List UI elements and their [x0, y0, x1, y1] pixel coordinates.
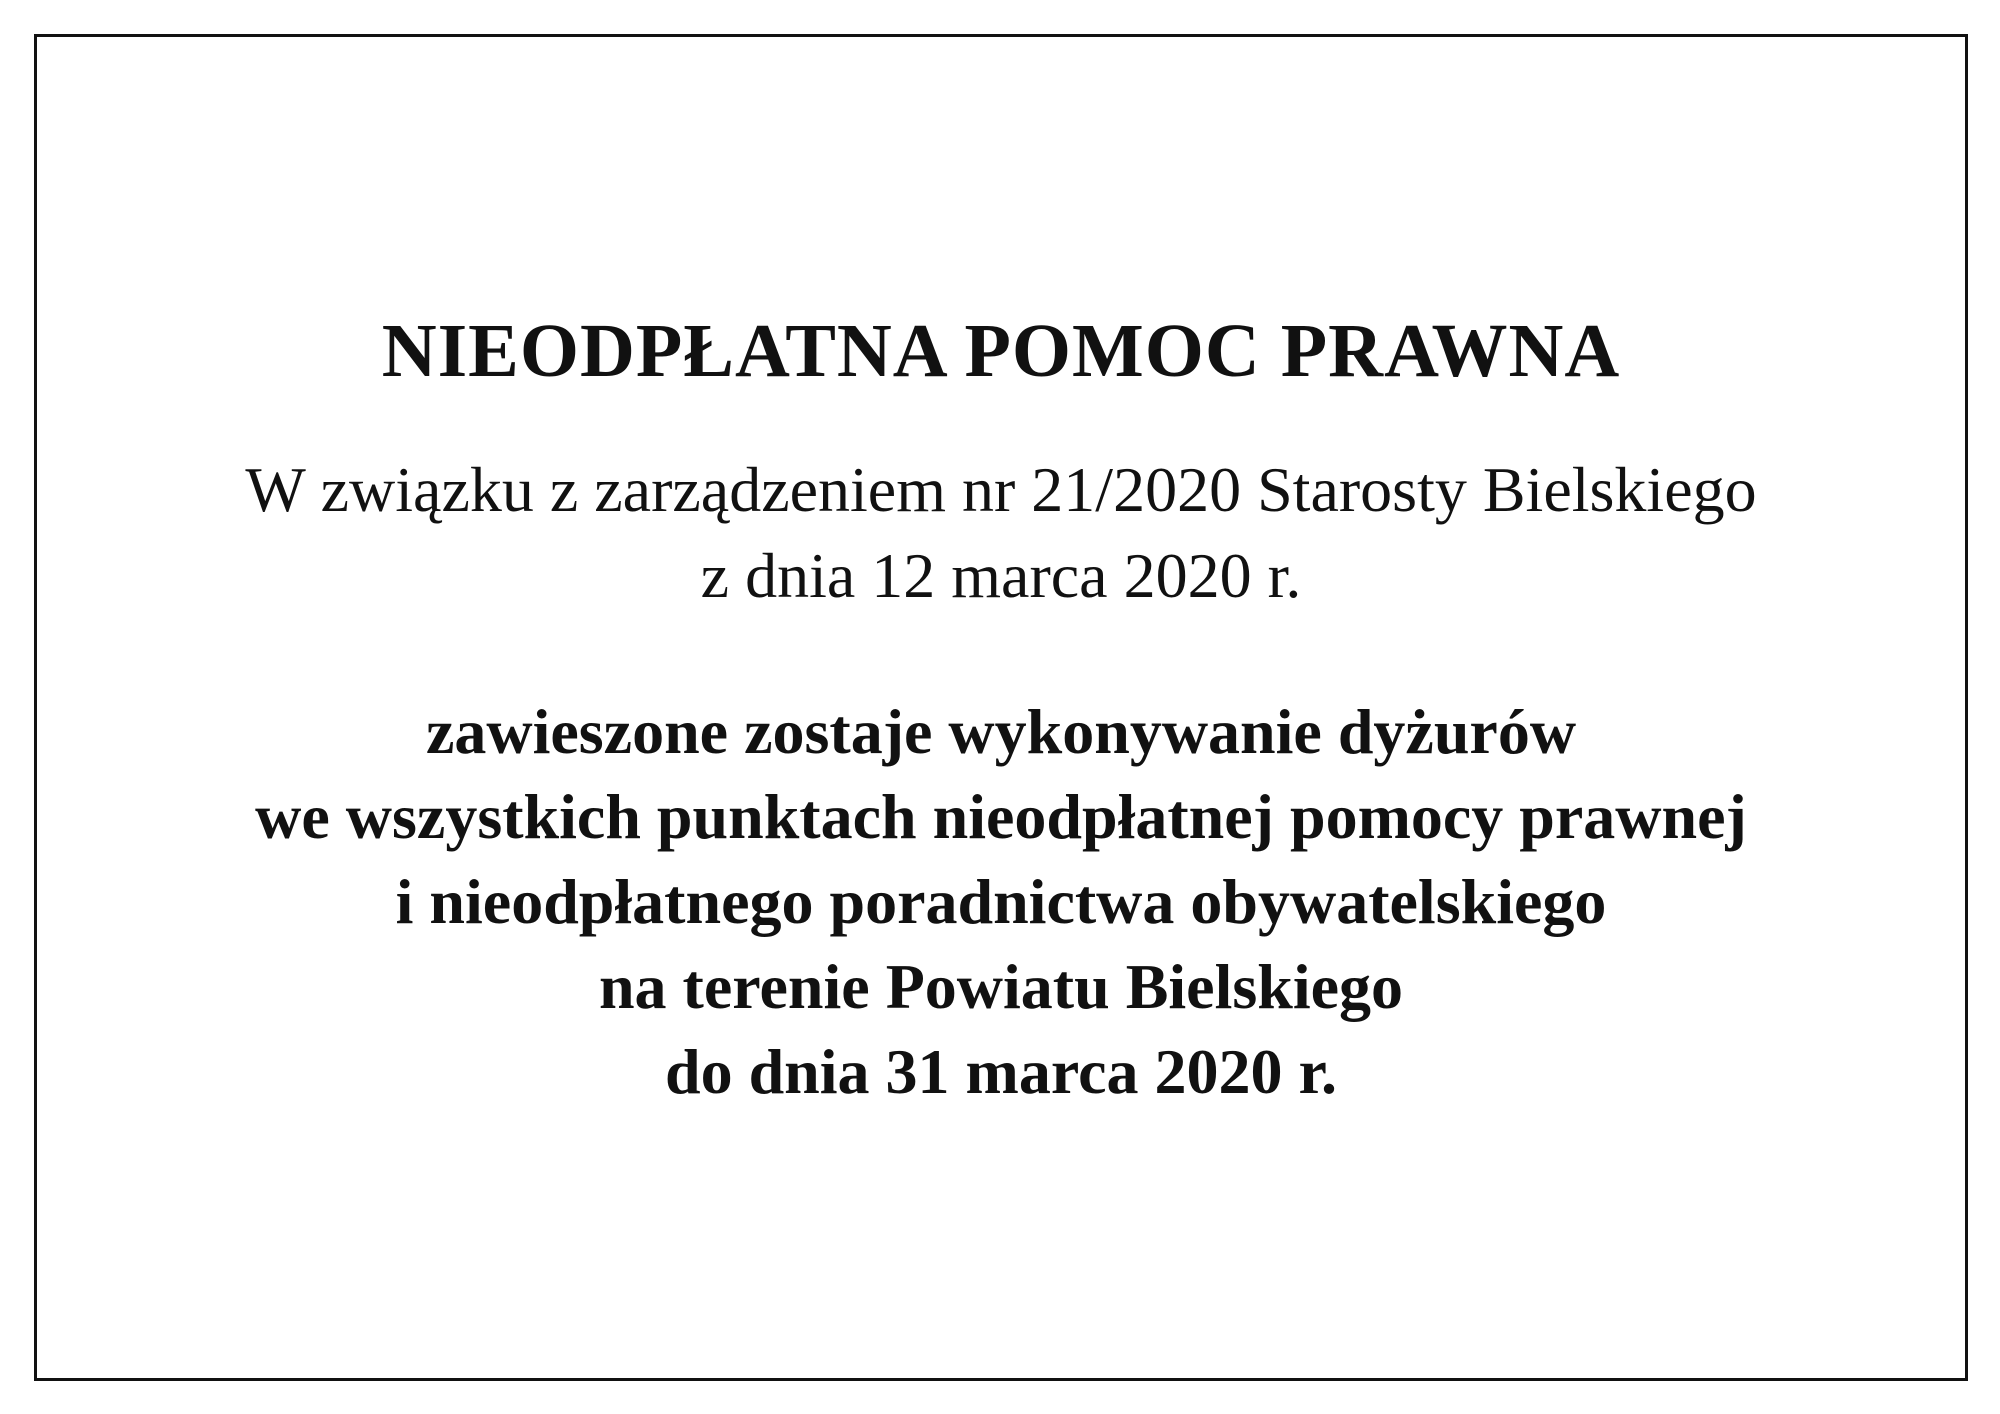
body-line-4: na terenie Powiatu Bielskiego — [598, 951, 1404, 1022]
intro-line-2: z dnia 12 marca 2020 r. — [700, 540, 1302, 611]
body-line-2: we wszystkich punktach nieodpłatnej pomocy prawnej — [255, 781, 1747, 852]
intro-line-1: W związku z zarządzeniem nr 21/2020 Starosty Bielskiego — [245, 454, 1757, 525]
notice-title: NIEODPŁATNA POMOC PRAWNA — [381, 309, 1621, 393]
body-line-3: i nieodpłatnego poradnictwa obywatelskiego — [395, 866, 1607, 937]
body-line-5: do dnia 31 marca 2020 r. — [664, 1036, 1338, 1107]
body-line-1: zawieszone zostaje wykonywanie dyżurów — [425, 696, 1577, 767]
